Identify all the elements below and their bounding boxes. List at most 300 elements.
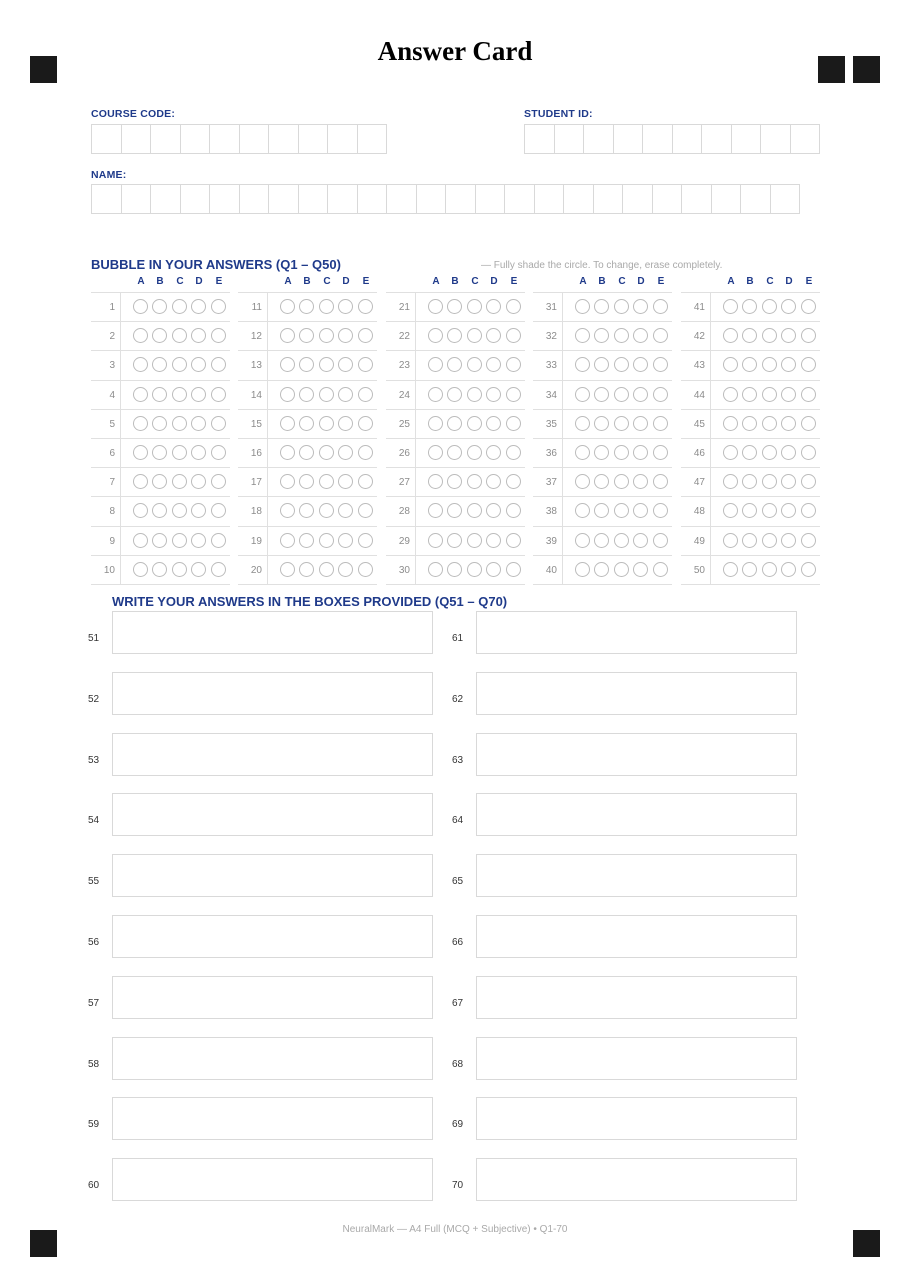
answer-bubble-a[interactable] (428, 503, 443, 518)
answer-bubble-d[interactable] (633, 503, 648, 518)
name-box[interactable] (239, 184, 270, 214)
answer-bubble-b[interactable] (152, 357, 167, 372)
subjective-answer-box[interactable] (476, 854, 797, 897)
answer-bubble-b[interactable] (299, 357, 314, 372)
answer-bubble-a[interactable] (428, 533, 443, 548)
answer-bubble-b[interactable] (742, 299, 757, 314)
answer-bubble-e[interactable] (653, 503, 668, 518)
course-code-box[interactable] (239, 124, 270, 154)
answer-bubble-e[interactable] (358, 503, 373, 518)
answer-bubble-a[interactable] (428, 387, 443, 402)
answer-bubble-b[interactable] (447, 445, 462, 460)
student-id-box[interactable] (790, 124, 821, 154)
student-id-box[interactable] (524, 124, 555, 154)
answer-bubble-a[interactable] (723, 474, 738, 489)
answer-bubble-c[interactable] (614, 562, 629, 577)
answer-bubble-c[interactable] (762, 387, 777, 402)
answer-bubble-b[interactable] (152, 533, 167, 548)
subjective-answer-box[interactable] (476, 1158, 797, 1201)
answer-bubble-a[interactable] (428, 299, 443, 314)
answer-bubble-e[interactable] (211, 357, 226, 372)
answer-bubble-a[interactable] (723, 533, 738, 548)
answer-bubble-e[interactable] (211, 416, 226, 431)
answer-bubble-c[interactable] (319, 503, 334, 518)
answer-bubble-e[interactable] (506, 416, 521, 431)
answer-bubble-d[interactable] (338, 503, 353, 518)
answer-bubble-a[interactable] (133, 299, 148, 314)
name-box[interactable] (121, 184, 152, 214)
answer-bubble-e[interactable] (801, 416, 816, 431)
answer-bubble-e[interactable] (358, 562, 373, 577)
answer-bubble-d[interactable] (486, 474, 501, 489)
answer-bubble-e[interactable] (801, 474, 816, 489)
answer-bubble-c[interactable] (172, 562, 187, 577)
name-box[interactable] (150, 184, 181, 214)
subjective-answer-box[interactable] (112, 854, 433, 897)
answer-bubble-c[interactable] (762, 474, 777, 489)
name-box[interactable] (180, 184, 211, 214)
answer-bubble-d[interactable] (781, 416, 796, 431)
course-code-box[interactable] (327, 124, 358, 154)
subjective-answer-box[interactable] (112, 976, 433, 1019)
answer-bubble-e[interactable] (211, 299, 226, 314)
answer-bubble-d[interactable] (191, 503, 206, 518)
answer-bubble-c[interactable] (319, 357, 334, 372)
answer-bubble-b[interactable] (152, 503, 167, 518)
answer-bubble-c[interactable] (172, 533, 187, 548)
answer-bubble-a[interactable] (133, 387, 148, 402)
answer-bubble-a[interactable] (575, 562, 590, 577)
answer-bubble-c[interactable] (762, 503, 777, 518)
student-id-box[interactable] (583, 124, 614, 154)
name-box[interactable] (593, 184, 624, 214)
answer-bubble-e[interactable] (653, 474, 668, 489)
answer-bubble-c[interactable] (467, 562, 482, 577)
answer-bubble-d[interactable] (191, 445, 206, 460)
answer-bubble-a[interactable] (723, 562, 738, 577)
answer-bubble-b[interactable] (594, 416, 609, 431)
subjective-answer-box[interactable] (112, 611, 433, 654)
answer-bubble-b[interactable] (152, 562, 167, 577)
answer-bubble-c[interactable] (762, 562, 777, 577)
answer-bubble-c[interactable] (172, 387, 187, 402)
answer-bubble-b[interactable] (299, 416, 314, 431)
answer-bubble-b[interactable] (299, 445, 314, 460)
answer-bubble-e[interactable] (653, 328, 668, 343)
subjective-answer-box[interactable] (112, 793, 433, 836)
subjective-answer-box[interactable] (476, 976, 797, 1019)
answer-bubble-e[interactable] (801, 357, 816, 372)
student-id-box[interactable] (613, 124, 644, 154)
answer-bubble-c[interactable] (762, 533, 777, 548)
answer-bubble-c[interactable] (319, 474, 334, 489)
answer-bubble-c[interactable] (762, 299, 777, 314)
answer-bubble-a[interactable] (133, 533, 148, 548)
answer-bubble-a[interactable] (575, 503, 590, 518)
answer-bubble-d[interactable] (633, 387, 648, 402)
answer-bubble-b[interactable] (742, 562, 757, 577)
answer-bubble-e[interactable] (358, 416, 373, 431)
answer-bubble-d[interactable] (781, 328, 796, 343)
answer-bubble-d[interactable] (633, 328, 648, 343)
answer-bubble-b[interactable] (742, 416, 757, 431)
answer-bubble-c[interactable] (762, 416, 777, 431)
student-id-box[interactable] (701, 124, 732, 154)
answer-bubble-d[interactable] (486, 503, 501, 518)
subjective-answer-box[interactable] (476, 611, 797, 654)
subjective-answer-box[interactable] (476, 1037, 797, 1080)
subjective-answer-box[interactable] (476, 793, 797, 836)
answer-bubble-b[interactable] (742, 533, 757, 548)
answer-bubble-d[interactable] (486, 533, 501, 548)
answer-bubble-e[interactable] (211, 387, 226, 402)
answer-bubble-c[interactable] (172, 328, 187, 343)
answer-bubble-b[interactable] (594, 299, 609, 314)
answer-bubble-e[interactable] (506, 328, 521, 343)
answer-bubble-d[interactable] (781, 387, 796, 402)
answer-bubble-d[interactable] (633, 533, 648, 548)
student-id-box[interactable] (672, 124, 703, 154)
answer-bubble-c[interactable] (319, 445, 334, 460)
answer-bubble-d[interactable] (338, 416, 353, 431)
answer-bubble-c[interactable] (614, 445, 629, 460)
answer-bubble-d[interactable] (633, 299, 648, 314)
answer-bubble-d[interactable] (338, 299, 353, 314)
answer-bubble-d[interactable] (191, 328, 206, 343)
course-code-box[interactable] (357, 124, 388, 154)
answer-bubble-a[interactable] (280, 474, 295, 489)
answer-bubble-e[interactable] (211, 445, 226, 460)
answer-bubble-b[interactable] (742, 357, 757, 372)
answer-bubble-e[interactable] (801, 503, 816, 518)
answer-bubble-d[interactable] (633, 416, 648, 431)
answer-bubble-d[interactable] (338, 387, 353, 402)
answer-bubble-b[interactable] (299, 299, 314, 314)
answer-bubble-b[interactable] (152, 474, 167, 489)
name-box[interactable] (327, 184, 358, 214)
answer-bubble-d[interactable] (781, 299, 796, 314)
name-box[interactable] (209, 184, 240, 214)
answer-bubble-d[interactable] (338, 474, 353, 489)
name-box[interactable] (563, 184, 594, 214)
answer-bubble-e[interactable] (801, 387, 816, 402)
answer-bubble-d[interactable] (338, 445, 353, 460)
course-code-box[interactable] (209, 124, 240, 154)
answer-bubble-e[interactable] (358, 328, 373, 343)
answer-bubble-d[interactable] (633, 562, 648, 577)
answer-bubble-a[interactable] (280, 416, 295, 431)
name-box[interactable] (386, 184, 417, 214)
answer-bubble-d[interactable] (338, 357, 353, 372)
answer-bubble-a[interactable] (428, 357, 443, 372)
answer-bubble-b[interactable] (594, 387, 609, 402)
answer-bubble-e[interactable] (506, 533, 521, 548)
answer-bubble-d[interactable] (191, 562, 206, 577)
course-code-box[interactable] (180, 124, 211, 154)
answer-bubble-a[interactable] (280, 299, 295, 314)
answer-bubble-d[interactable] (781, 533, 796, 548)
course-code-box[interactable] (298, 124, 329, 154)
answer-bubble-b[interactable] (299, 328, 314, 343)
name-box[interactable] (681, 184, 712, 214)
name-box[interactable] (445, 184, 476, 214)
answer-bubble-e[interactable] (506, 562, 521, 577)
answer-bubble-a[interactable] (575, 387, 590, 402)
name-box[interactable] (504, 184, 535, 214)
answer-bubble-a[interactable] (280, 503, 295, 518)
answer-bubble-e[interactable] (358, 387, 373, 402)
answer-bubble-d[interactable] (191, 474, 206, 489)
answer-bubble-a[interactable] (133, 474, 148, 489)
answer-bubble-a[interactable] (723, 299, 738, 314)
answer-bubble-a[interactable] (575, 328, 590, 343)
answer-bubble-d[interactable] (486, 416, 501, 431)
answer-bubble-a[interactable] (575, 357, 590, 372)
answer-bubble-a[interactable] (133, 445, 148, 460)
answer-bubble-c[interactable] (319, 299, 334, 314)
answer-bubble-b[interactable] (447, 533, 462, 548)
subjective-answer-box[interactable] (112, 1158, 433, 1201)
answer-bubble-a[interactable] (133, 562, 148, 577)
answer-bubble-b[interactable] (152, 328, 167, 343)
answer-bubble-a[interactable] (133, 503, 148, 518)
answer-bubble-e[interactable] (211, 474, 226, 489)
answer-bubble-d[interactable] (191, 387, 206, 402)
answer-bubble-c[interactable] (467, 299, 482, 314)
answer-bubble-a[interactable] (575, 445, 590, 460)
answer-bubble-d[interactable] (486, 357, 501, 372)
name-box[interactable] (298, 184, 329, 214)
name-box[interactable] (770, 184, 801, 214)
answer-bubble-e[interactable] (653, 445, 668, 460)
answer-bubble-b[interactable] (299, 474, 314, 489)
answer-bubble-c[interactable] (319, 416, 334, 431)
student-id-box[interactable] (731, 124, 762, 154)
answer-bubble-c[interactable] (614, 387, 629, 402)
answer-bubble-c[interactable] (467, 503, 482, 518)
name-box[interactable] (534, 184, 565, 214)
answer-bubble-b[interactable] (299, 533, 314, 548)
course-code-box[interactable] (150, 124, 181, 154)
answer-bubble-e[interactable] (506, 503, 521, 518)
answer-bubble-a[interactable] (575, 416, 590, 431)
answer-bubble-a[interactable] (428, 416, 443, 431)
name-box[interactable] (416, 184, 447, 214)
answer-bubble-a[interactable] (723, 416, 738, 431)
answer-bubble-c[interactable] (762, 357, 777, 372)
student-id-field[interactable] (524, 124, 819, 154)
answer-bubble-b[interactable] (299, 503, 314, 518)
answer-bubble-c[interactable] (467, 328, 482, 343)
answer-bubble-e[interactable] (801, 299, 816, 314)
answer-bubble-c[interactable] (467, 357, 482, 372)
answer-bubble-b[interactable] (594, 474, 609, 489)
answer-bubble-b[interactable] (447, 328, 462, 343)
answer-bubble-c[interactable] (467, 445, 482, 460)
answer-bubble-c[interactable] (614, 474, 629, 489)
answer-bubble-e[interactable] (653, 299, 668, 314)
answer-bubble-a[interactable] (280, 387, 295, 402)
course-code-field[interactable] (91, 124, 386, 154)
answer-bubble-d[interactable] (191, 357, 206, 372)
answer-bubble-b[interactable] (594, 562, 609, 577)
answer-bubble-a[interactable] (280, 562, 295, 577)
answer-bubble-b[interactable] (594, 357, 609, 372)
answer-bubble-c[interactable] (172, 445, 187, 460)
answer-bubble-c[interactable] (614, 328, 629, 343)
answer-bubble-e[interactable] (653, 416, 668, 431)
answer-bubble-b[interactable] (152, 299, 167, 314)
answer-bubble-a[interactable] (280, 445, 295, 460)
answer-bubble-c[interactable] (319, 533, 334, 548)
name-box[interactable] (622, 184, 653, 214)
answer-bubble-a[interactable] (428, 474, 443, 489)
answer-bubble-a[interactable] (428, 562, 443, 577)
answer-bubble-e[interactable] (358, 474, 373, 489)
answer-bubble-e[interactable] (653, 387, 668, 402)
answer-bubble-b[interactable] (447, 562, 462, 577)
answer-bubble-d[interactable] (781, 357, 796, 372)
answer-bubble-b[interactable] (447, 299, 462, 314)
student-id-box[interactable] (760, 124, 791, 154)
answer-bubble-d[interactable] (781, 562, 796, 577)
answer-bubble-a[interactable] (575, 533, 590, 548)
answer-bubble-d[interactable] (486, 562, 501, 577)
answer-bubble-c[interactable] (614, 357, 629, 372)
answer-bubble-b[interactable] (152, 416, 167, 431)
answer-bubble-e[interactable] (801, 445, 816, 460)
answer-bubble-a[interactable] (723, 503, 738, 518)
answer-bubble-e[interactable] (211, 562, 226, 577)
subjective-answer-box[interactable] (112, 672, 433, 715)
answer-bubble-c[interactable] (614, 503, 629, 518)
answer-bubble-b[interactable] (742, 445, 757, 460)
name-box[interactable] (475, 184, 506, 214)
answer-bubble-c[interactable] (172, 474, 187, 489)
answer-bubble-b[interactable] (594, 328, 609, 343)
answer-bubble-b[interactable] (742, 328, 757, 343)
answer-bubble-e[interactable] (358, 357, 373, 372)
answer-bubble-c[interactable] (319, 562, 334, 577)
name-box[interactable] (91, 184, 122, 214)
answer-bubble-e[interactable] (506, 474, 521, 489)
answer-bubble-c[interactable] (762, 328, 777, 343)
answer-bubble-e[interactable] (506, 387, 521, 402)
answer-bubble-d[interactable] (781, 445, 796, 460)
answer-bubble-e[interactable] (506, 445, 521, 460)
answer-bubble-c[interactable] (614, 416, 629, 431)
student-id-box[interactable] (642, 124, 673, 154)
answer-bubble-b[interactable] (152, 445, 167, 460)
subjective-answer-box[interactable] (112, 1097, 433, 1140)
answer-bubble-b[interactable] (447, 387, 462, 402)
answer-bubble-c[interactable] (467, 533, 482, 548)
answer-bubble-b[interactable] (299, 562, 314, 577)
answer-bubble-d[interactable] (781, 474, 796, 489)
answer-bubble-b[interactable] (594, 533, 609, 548)
answer-bubble-d[interactable] (633, 445, 648, 460)
answer-bubble-a[interactable] (133, 416, 148, 431)
answer-bubble-c[interactable] (319, 328, 334, 343)
answer-bubble-b[interactable] (742, 474, 757, 489)
answer-bubble-c[interactable] (614, 533, 629, 548)
answer-bubble-e[interactable] (801, 533, 816, 548)
name-field[interactable] (91, 184, 799, 214)
answer-bubble-d[interactable] (633, 357, 648, 372)
answer-bubble-a[interactable] (280, 357, 295, 372)
answer-bubble-a[interactable] (723, 445, 738, 460)
answer-bubble-a[interactable] (133, 357, 148, 372)
answer-bubble-b[interactable] (447, 357, 462, 372)
answer-bubble-c[interactable] (467, 387, 482, 402)
answer-bubble-c[interactable] (614, 299, 629, 314)
answer-bubble-c[interactable] (467, 474, 482, 489)
answer-bubble-b[interactable] (742, 387, 757, 402)
course-code-box[interactable] (121, 124, 152, 154)
answer-bubble-c[interactable] (319, 387, 334, 402)
name-box[interactable] (268, 184, 299, 214)
answer-bubble-e[interactable] (506, 357, 521, 372)
answer-bubble-d[interactable] (486, 328, 501, 343)
name-box[interactable] (652, 184, 683, 214)
answer-bubble-a[interactable] (428, 445, 443, 460)
answer-bubble-e[interactable] (211, 328, 226, 343)
answer-bubble-d[interactable] (486, 299, 501, 314)
name-box[interactable] (357, 184, 388, 214)
answer-bubble-d[interactable] (486, 387, 501, 402)
answer-bubble-a[interactable] (428, 328, 443, 343)
answer-bubble-d[interactable] (191, 533, 206, 548)
answer-bubble-a[interactable] (723, 387, 738, 402)
answer-bubble-c[interactable] (172, 357, 187, 372)
answer-bubble-e[interactable] (653, 533, 668, 548)
answer-bubble-c[interactable] (762, 445, 777, 460)
answer-bubble-a[interactable] (280, 328, 295, 343)
answer-bubble-a[interactable] (575, 474, 590, 489)
answer-bubble-b[interactable] (447, 416, 462, 431)
subjective-answer-box[interactable] (112, 915, 433, 958)
answer-bubble-d[interactable] (633, 474, 648, 489)
answer-bubble-a[interactable] (133, 328, 148, 343)
answer-bubble-e[interactable] (801, 562, 816, 577)
answer-bubble-d[interactable] (486, 445, 501, 460)
answer-bubble-e[interactable] (801, 328, 816, 343)
course-code-box[interactable] (91, 124, 122, 154)
answer-bubble-b[interactable] (152, 387, 167, 402)
subjective-answer-box[interactable] (476, 1097, 797, 1140)
answer-bubble-d[interactable] (338, 328, 353, 343)
answer-bubble-c[interactable] (172, 299, 187, 314)
answer-bubble-b[interactable] (594, 445, 609, 460)
answer-bubble-d[interactable] (338, 533, 353, 548)
answer-bubble-d[interactable] (191, 416, 206, 431)
subjective-answer-box[interactable] (476, 733, 797, 776)
answer-bubble-d[interactable] (338, 562, 353, 577)
answer-bubble-e[interactable] (653, 357, 668, 372)
course-code-box[interactable] (268, 124, 299, 154)
subjective-answer-box[interactable] (112, 1037, 433, 1080)
answer-bubble-d[interactable] (781, 503, 796, 518)
answer-bubble-a[interactable] (280, 533, 295, 548)
name-box[interactable] (740, 184, 771, 214)
answer-bubble-b[interactable] (742, 503, 757, 518)
answer-bubble-e[interactable] (358, 445, 373, 460)
answer-bubble-e[interactable] (506, 299, 521, 314)
answer-bubble-c[interactable] (467, 416, 482, 431)
subjective-answer-box[interactable] (476, 672, 797, 715)
subjective-answer-box[interactable] (112, 733, 433, 776)
answer-bubble-a[interactable] (723, 328, 738, 343)
